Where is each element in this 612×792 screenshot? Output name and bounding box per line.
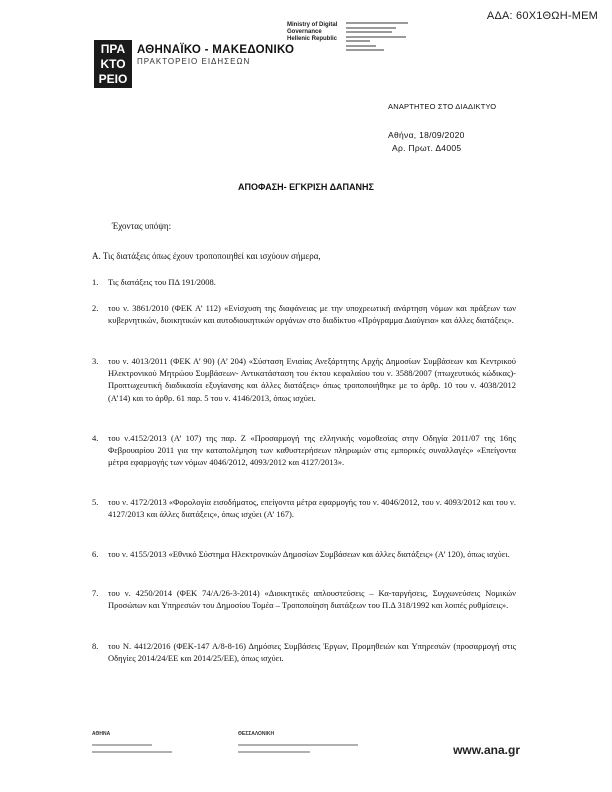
list-item [92, 432, 516, 469]
ana-logo [94, 40, 132, 88]
footer-thessaloniki-phone [238, 751, 310, 753]
list-item-number: 8. [92, 641, 99, 651]
list-item [92, 496, 516, 520]
footer-athens-phone [92, 751, 172, 753]
website-link[interactable]: www.ana.gr [453, 743, 520, 757]
document-title: ΑΠΟΦΑΣΗ- ΕΓΚΡΙΣΗ ΔΑΠΑΝΗΣ [238, 182, 374, 192]
list-item-text: του ν. 4250/2014 (ΦΕΚ 74/Α/26-3-2014) «Διοικητικές απλουστεύσεις – Κα-ταργήσεις, Συγχωνεύσεις Νομικών Προσώπων και Υπηρεσιών του Δημοσίου Τομέα – Τροποποίηση διατάξεων του Π.Δ 318/1992 και λοιπές ρυθμίσεις». [108, 588, 516, 611]
ministry-line-3: Hellenic Republic [287, 36, 338, 42]
intro-text: Έχοντας υπόψη: [112, 221, 172, 231]
list-item-text: του ν. 4172/2013 «Φορολογία εισοδήματος, επείγοντα μέτρα εφαρμογής του ν. 4046/2012, του ν. 4093/2012 και του ν. 4127/2013 και άλλες διατάξεις», όπως ισχύει (Α’ 167). [108, 497, 516, 520]
list-item [92, 587, 516, 611]
list-item [92, 548, 516, 560]
document-date: Αθήνα, 18/09/2020 [388, 130, 465, 140]
list-item [92, 302, 516, 326]
list-item [92, 276, 516, 288]
list-item-number: 1. [92, 277, 99, 287]
list-item-text: Τις διατάξεις του ΠΔ 191/2008. [108, 277, 216, 287]
list-item-number: 6. [92, 549, 99, 559]
list-item-text: του ν. 3861/2010 (ΦΕΚ Α’ 112) «Ενίσχυση της διαφάνειας με την υποχρεωτική ανάρτηση νόμων και πράξεων των κυβερνητικών, διοικητικών και αυτοδιοικητικών οργάνων στο διαδίκτυο «Πρόγραμμα Διαύγεια» και άλλες διατάξεις». [108, 303, 516, 326]
list-item-number: 3. [92, 356, 99, 366]
organization-name: ΑΘΗΝΑΪΚΟ - ΜΑΚΕΔΟΝΙΚΟ [137, 44, 295, 56]
list-item-number: 5. [92, 497, 99, 507]
clause-a: Α. Τις διατάξεις όπως έχουν τροποποιηθεί και ισχύουν σήμερα, [92, 251, 321, 261]
ada-code: ΑΔΑ: 60Χ1ΘΩΗ-ΜΕΜ [486, 10, 598, 22]
list-item [92, 640, 516, 664]
logo-line-3: ΡΕΙΟ [98, 72, 128, 86]
footer-thessaloniki-title: ΘΕΣΣΑΛΟΝΙΚΗ [238, 731, 275, 737]
posting-note: ΑΝΑΡΤΗΤΕΟ ΣΤΟ ΔΙΑΔΙΚΤΥΟ [388, 102, 497, 111]
list-item-text: του ν. 4013/2011 (ΦΕΚ Α’ 90) (Α’ 204) «Σύσταση Ενιαίας Ανεξάρτητης Αρχής Δημοσίων Συμβάσεων και Κεντρικού Ηλεκτρονικού Μητρώου Συμβάσεων- Αντικατάσταση του έκτου κεφαλαίου του ν. 3588/2007 (πτωχευτικός κώδικας)- Προπτωχευτική διαδικασία εξυγίανσης και άλλες διατάξεις» όπως τροποποιήθηκε με το άρθρ. 10 του ν. 4038/2012 (Α’14) και το άρθρ. 61 παρ. 5 του ν. 4146/2013, όπως ισχύει. [108, 356, 516, 403]
list-item-text: του ν. 4155/2013 «Εθνικό Σύστημα Ηλεκτρονικών Δημοσίων Συμβάσεων και άλλες διατάξεις» (Α’ 120), όπως ισχύει. [108, 549, 510, 559]
ministry-line-1: Ministry of Digital [287, 22, 338, 28]
list-item [92, 355, 516, 404]
list-item-text: του Ν. 4412/2016 (ΦΕΚ-147 Α/8-8-16) Δημόσιες Συμβάσεις Έργων, Προμηθειών και Υπηρεσιών (προσαρμογή στις Οδηγίες 2014/24/ΕΕ και 2014/25/ΕΕ), όπως ισχύει. [108, 641, 516, 664]
footer-thessaloniki-address [238, 744, 358, 746]
list-item-text: του ν.4152/2013 (Α’ 107) της παρ. Ζ «Προσαρμογή της ελληνικής νομοθεσίας στην Οδηγία 2011/07 της 16ης Φεβρουαρίου 2011 για την καταπολέμηση των καθυστερήσεων πληρωμών στις εμπορικές συναλλαγές» «Επείγοντα μέτρα εφαρμογής των νόμων 4046/2012, 4093/2012 και 4127/2013». [108, 433, 516, 468]
footer-athens-address [92, 744, 152, 746]
list-item-number: 2. [92, 303, 99, 313]
ministry-small-print [346, 22, 408, 54]
logo-line-1: ΠΡΑ [100, 42, 126, 56]
organization-subtitle: ΠΡΑΚΤΟΡΕΙΟ ΕΙΔΗΣΕΩΝ [137, 57, 251, 66]
logo-line-2: ΚΤΟ [100, 57, 126, 71]
ministry-block [287, 22, 337, 43]
footer-athens-title: ΑΘΗΝΑ [92, 731, 111, 737]
protocol-number: Αρ. Πρωτ. Δ4005 [392, 143, 462, 153]
list-item-number: 4. [92, 433, 99, 443]
list-item-number: 7. [92, 588, 99, 598]
ministry-line-2: Governance [287, 29, 322, 35]
